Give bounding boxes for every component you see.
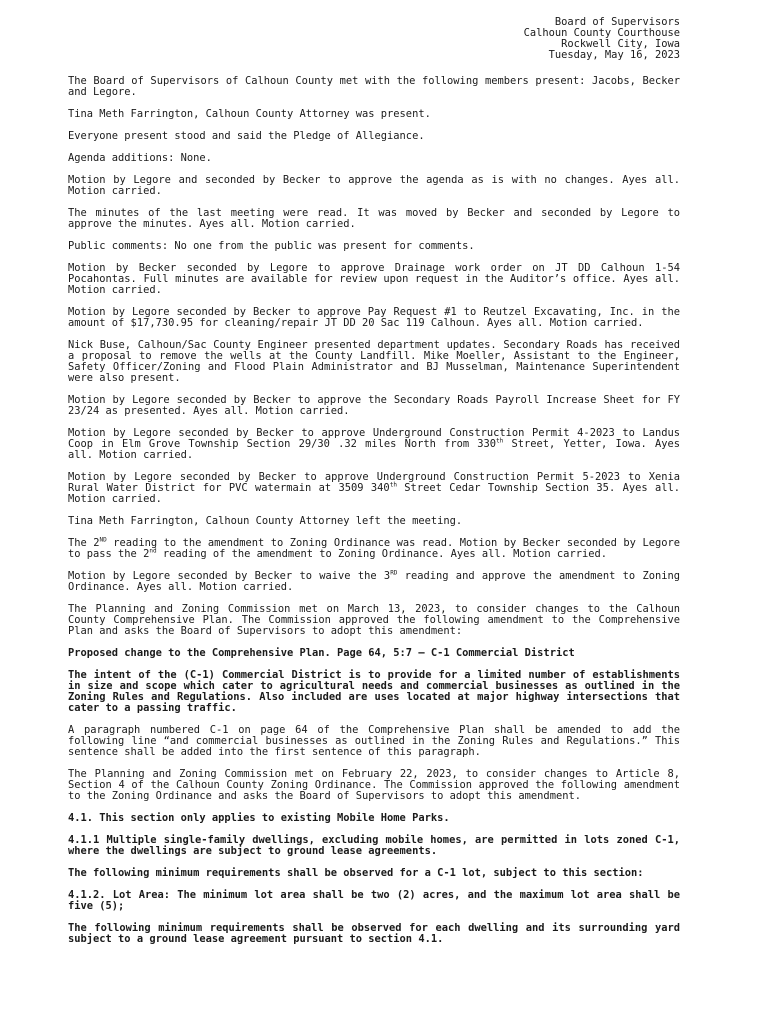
permit-4-text-a: Motion by Legore seconded by Becker to approve Underground Construction Permit 4-2023 to Landus Coop in Elm Grove Township Section 29/30 .32 miles North from 330 — [68, 427, 680, 450]
paragraph-dwelling-requirements: The following minimum requirements shall be observed for each dwelling and its surrounding yard subject to a ground lease agreement pursuant to section 4.1. — [68, 922, 680, 945]
paragraph-attorney-left: Tina Meth Farrington, Calhoun County Attorney left the meeting. — [68, 515, 463, 527]
paragraph-pay-request: Motion by Legore seconded by Becker to approve Pay Request #1 to Reutzel Excavating, Inc. in the amount of $17,730.95 for cleaning/repair JT DD 20 Sac 119 Calhoun. Ayes all. Motion carried. — [68, 306, 680, 329]
paragraph-permit-4-2023 — [68, 428, 680, 461]
paragraph-pz-february: The Planning and Zoning Commission met on February 22, 2023, to consider changes to Article 8, Section 4 of the Calhoun County Zoning Ordinance. The Commission approved the following amendment to the Zoning Ordinance and asks the Board of Supervisors to adopt this amendment. — [68, 768, 680, 802]
paragraph-proposed-change-heading: Proposed change to the Comprehensive Plan. Page 64, 5:7 – C-1 Commercial District — [68, 647, 575, 659]
paragraph-section-4-1: 4.1. This section only applies to existing Mobile Home Parks. — [68, 812, 450, 824]
paragraph-drainage-work-order: Motion by Becker seconded by Legore to approve Drainage work order on JT DD Calhoun 1-54 Pocahontas. Full minutes are available for review upon request in the Auditor’s office. Ayes all. Motion carried. — [68, 262, 680, 296]
second-reading-text-a: The 2 — [68, 537, 100, 549]
paragraph-section-4-1-2: 4.1.2. Lot Area: The minimum lot area shall be two (2) acres, and the maximum lot area shall be five (5); — [68, 889, 680, 912]
waive-reading-text-b: reading and approve the amendment to Zoning Ordinance. Ayes all. Motion carried. — [68, 570, 680, 593]
waive-reading-text-a: Motion by Legore seconded by Becker to waive the 3 — [68, 570, 391, 582]
document-header — [68, 17, 680, 61]
paragraph-payroll-increase: Motion by Legore seconded by Becker to approve the Secondary Roads Payroll Increase Sheet for FY 23/24 as presented. Ayes all. Motion carried. — [68, 394, 680, 417]
second-reading-text-b: reading to the amendment to Zoning Ordinance was read. Motion by Becker seconded by Legore to pass the 2 — [68, 537, 680, 560]
header-city: Rockwell City, Iowa — [561, 38, 680, 50]
paragraph-members-present: The Board of Supervisors of Calhoun County met with the following members present: Jacobs, Becker and Legore. — [68, 75, 680, 98]
paragraph-permit-5-2023 — [68, 472, 680, 505]
paragraph-c1-requirements: The following minimum requirements shall be observed for a C-1 lot, subject to this section: — [68, 867, 644, 879]
paragraph-minutes: The minutes of the last meeting were read. It was moved by Becker and seconded by Legore to approve the minutes. Ayes all. Motion carried. — [68, 207, 680, 230]
permit-5-text-a: Motion by Legore seconded by Becker to approve Underground Construction Permit 5-2023 to Xenia Rural Water District for PVC watermain at 3509 340 — [68, 471, 680, 494]
paragraph-section-4-1-1: 4.1.1 Multiple single-family dwellings, excluding mobile homes, are permitted in lots zoned C-1, where the dwellings are subject to ground lease agreements. — [68, 834, 680, 857]
paragraph-waive-third-reading — [68, 571, 680, 593]
permit-5-ordinal: th — [389, 481, 397, 489]
header-courthouse: Calhoun County Courthouse — [523, 27, 680, 39]
paragraph-attorney-present: Tina Meth Farrington, Calhoun County Attorney was present. — [68, 108, 431, 120]
paragraph-c1-amendment: A paragraph numbered C-1 on page 64 of the Comprehensive Plan shall be amended to add the following line “and commercial businesses as outlined in the Zoning Rules and Regulations.” This sentence shall be added into the first sentence of this paragraph. — [68, 724, 680, 758]
permit-4-text-b: Street, Yetter, Iowa. Ayes all. Motion carried. — [68, 438, 680, 461]
second-reading-ordinal-2: nd — [149, 547, 157, 555]
header-date: Tuesday, May 16, 2023 — [548, 49, 680, 61]
paragraph-pz-march: The Planning and Zoning Commission met on March 13, 2023, to consider changes to the Calhoun County Comprehensive Plan. The Commission approved the following amendment to the Comprehensive Plan and asks the Board of Supervisors to adopt this amendment: — [68, 603, 680, 637]
second-reading-ordinal-1: ND — [99, 536, 107, 544]
paragraph-approve-agenda: Motion by Legore and seconded by Becker to approve the agenda as is with no changes. Ayes all. Motion carried. — [68, 174, 680, 197]
paragraph-agenda-additions: Agenda additions: None. — [68, 152, 212, 164]
paragraph-engineer-updates: Nick Buse, Calhoun/Sac County Engineer presented department updates. Secondary Roads has received a proposal to remove the wells at the County Landfill. Mike Moeller, Assistant to the Engineer, Safety Officer/Zoning and Flood Plain Administrator and BJ Musselman, Maintenance Superintendent were also present. — [68, 339, 680, 384]
waive-reading-ordinal: RD — [390, 569, 398, 577]
second-reading-text-c: reading of the amendment to Zoning Ordinance. Ayes all. Motion carried. — [156, 548, 607, 560]
paragraph-second-reading — [68, 538, 680, 560]
permit-4-ordinal: th — [496, 437, 504, 445]
paragraph-c1-intent: The intent of the (C-1) Commercial District is to provide for a limited number of establishments in size and scope which cater to agricultural needs and commercial businesses as outlined in the Zoning Rules and Regulations. Also included are uses located at major highway intersections that cater to a passing traffic. — [68, 669, 680, 714]
paragraph-pledge: Everyone present stood and said the Pledge of Allegiance. — [68, 130, 425, 142]
permit-5-text-b: Street Cedar Township Section 35. Ayes all. Motion carried. — [68, 482, 680, 505]
header-board: Board of Supervisors — [554, 16, 680, 28]
paragraph-public-comments: Public comments: No one from the public was present for comments. — [68, 240, 475, 252]
